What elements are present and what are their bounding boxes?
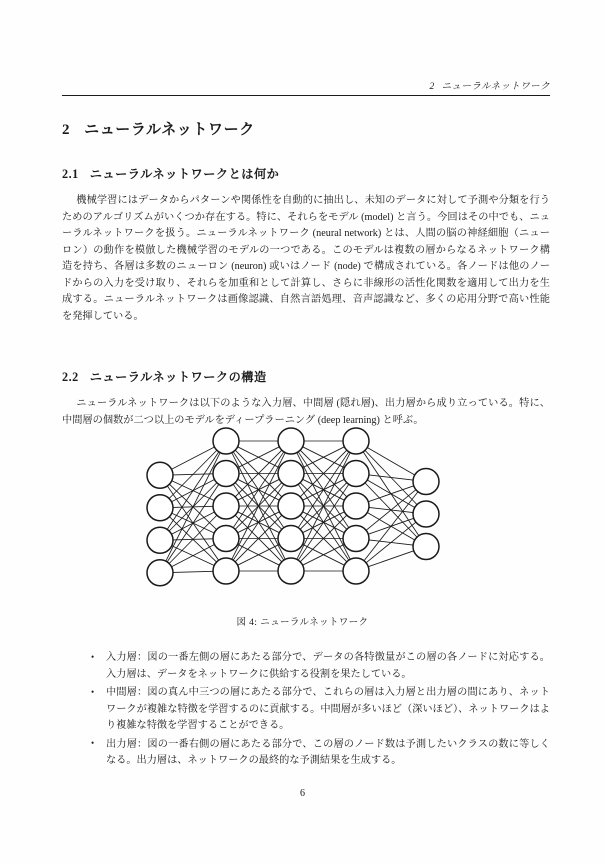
network-node-hidden-1: [213, 493, 239, 519]
network-node-input: [147, 495, 173, 521]
network-edge: [173, 571, 213, 572]
network-node-hidden-2: [278, 428, 304, 454]
network-edge: [368, 551, 413, 567]
list-item: • 中間層：図の真ん中三つの層にあたる部分で、これらの層は入力層と出力層の間にあり、ネットワークが複雑な特徴を学習するのに貢献する。中間層が多いほど（深いほど）、ネットワークはより複雑な特徴を学習することができる。: [104, 685, 550, 735]
figure-block: [0, 418, 605, 628]
section-title: ニューラルネットワーク: [84, 122, 255, 138]
network-node-input: [147, 462, 173, 488]
subsection-heading-2-1: [62, 165, 550, 182]
network-edge: [368, 475, 412, 480]
explanation-list: [78, 650, 550, 770]
document-body: [62, 118, 550, 429]
paragraph-2-1: 機械学習にはデータからパターンや関係性を自動的に抽出し、未知のデータに対して予測や分類を行うためのアルゴリズムがいくつか存在する。特に、それらをモデル (model) と言う。今回はその中でも、ニューラルネットワークを扱う。ニューラルネットワーク (neural network) とは、人間の脳の神経細胞（ニューロン）の動作を模倣した機械学習のモデルの一つである。このモデルは複数の層からなるネットワーク構造を持ち、各層は多数のニューロン (neuron) 或いはノード (node) で構成されている。各ノードは他のノードからの入力を受け取り、それらを加重和として計算し、さらに非線形の活性化関数を適用して出力を生成する。ニューラルネットワークは画像認識、自然言語処理、音声認識など、多くの応用分野で高い性能を発揮している。: [62, 195, 550, 322]
running-header: [62, 78, 550, 100]
bullet-list-container: [78, 650, 550, 772]
network-node-hidden-3: [343, 558, 369, 584]
running-header-section-title: ニューラルネットワーク: [441, 82, 550, 92]
network-edge: [366, 490, 416, 531]
paragraph-2-2: ニューラルネットワークは以下のような入力層、中間層 (隠れ層)、出力層から成り立っている。特に、中間層の個数が二つ以上のモデルをディープラーニング (deep learning) と呼ぶ。: [62, 398, 550, 426]
network-node-output: [413, 501, 439, 527]
network-node-hidden-3: [343, 461, 369, 487]
network-edge: [364, 492, 418, 561]
list-item: • 出力層：図の一番右側の層にあたる部分で、この層のノード数は予測したいクラスの数に等しくなる。出力層は、ネットワークの最終的な予測結果を生成する。: [104, 737, 550, 770]
network-edge: [165, 453, 219, 562]
network-edge: [171, 544, 214, 566]
subsection-title-2-2: ニューラルネットワークの構造: [89, 370, 267, 385]
network-node-hidden-1: [213, 461, 239, 487]
network-edge: [366, 522, 416, 563]
vertical-space: [62, 325, 550, 368]
network-node-hidden-1: [213, 526, 239, 552]
figure-caption-label: 図 4:: [236, 617, 258, 628]
network-node-hidden-2: [278, 526, 304, 552]
subsection-number-2-1: 2.1: [62, 167, 79, 181]
running-header-section-number: 2: [429, 82, 435, 92]
network-node-hidden-2: [278, 461, 304, 487]
network-node-hidden-3: [343, 428, 369, 454]
network-node-hidden-2: [278, 558, 304, 584]
network-node-input: [147, 560, 173, 586]
subsection-number-2-2: 2.2: [62, 370, 79, 385]
network-node-hidden-3: [343, 493, 369, 519]
neural-network-diagram: [138, 418, 468, 610]
network-node-output: [413, 534, 439, 560]
list-item: • 入力層：図の一番左側の層にあたる部分で、データの各特徴量がこの層の各ノードに対応する。入力層は、データをネットワークに供給する役割を果たしている。: [104, 650, 550, 683]
section-heading: [62, 118, 550, 139]
network-node-hidden-1: [213, 558, 239, 584]
figure-image-wrapper: [0, 418, 605, 610]
network-edge: [167, 452, 219, 530]
figure-caption-text: ニューラルネットワーク: [260, 617, 369, 628]
network-node-hidden-2: [278, 493, 304, 519]
figure-caption: [0, 614, 605, 628]
network-node-hidden-3: [343, 526, 369, 552]
network-node-hidden-1: [213, 428, 239, 454]
network-edge: [167, 484, 219, 562]
network-node-output: [413, 469, 439, 495]
subsection-title-2-1: ニューラルネットワークとは何か: [89, 167, 280, 181]
network-edge: [367, 448, 415, 475]
running-header-text: [430, 78, 551, 92]
section-number: 2: [62, 122, 71, 138]
header-rule: [62, 95, 550, 96]
page-number: 6: [300, 788, 305, 799]
network-node-input: [147, 527, 173, 553]
subsection-heading-2-2: [62, 368, 550, 385]
network-edge: [171, 447, 214, 469]
